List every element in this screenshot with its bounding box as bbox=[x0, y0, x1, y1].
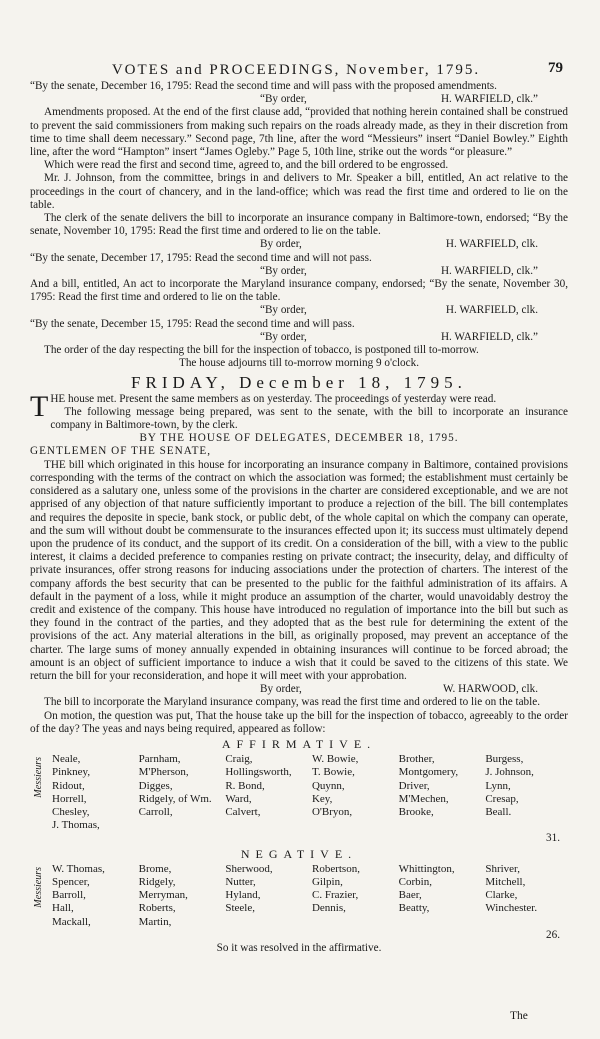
signature-by: “By order, bbox=[260, 93, 307, 106]
member-name: Digges, bbox=[138, 779, 173, 792]
running-head: VOTES and PROCEEDINGS, November, 1795. bbox=[111, 62, 481, 78]
member-name: T. Bowie, bbox=[311, 766, 355, 779]
paragraph: Amendments proposed. At the end of the first clause add, “provided that nothing herein contained shall be construed to prevent the said commissioners from making such repairs on the roads already made, as they in their discretion from time to time shall deem necessary.” Second page, 7th line, after the word “Messieurs” insert “Daniel Bowley.” Eighth line, after the word “Hampton” insert “James Ogleby.” Page 5, 10th line, strike out the words “or pleasure.” bbox=[30, 106, 568, 159]
day-heading: FRIDAY, December 18, 1795. bbox=[131, 373, 467, 393]
member-name: J. Thomas, bbox=[52, 819, 100, 832]
paragraph: The bill to incorporate the Maryland insurance company, was read the first time and ordered to lie on the table. bbox=[44, 696, 541, 709]
messieurs-label: Messieurs bbox=[33, 866, 44, 908]
member-name: Ridgely, of Wm. bbox=[138, 792, 212, 805]
member-name: Robertson, bbox=[311, 862, 360, 875]
member-name: Roberts, bbox=[138, 902, 176, 915]
signature-by: By order, bbox=[260, 683, 302, 696]
negative-total: 26. bbox=[546, 928, 560, 941]
member-name: Beall. bbox=[485, 805, 512, 818]
body-text bbox=[30, 80, 568, 955]
signature bbox=[30, 238, 568, 251]
member-name: Calvert, bbox=[225, 805, 261, 818]
member-name: Nutter, bbox=[225, 875, 256, 888]
signature-by: “By order, bbox=[260, 330, 307, 343]
member-name: Quynn, bbox=[311, 779, 345, 792]
member-name: Montgomery, bbox=[398, 766, 459, 779]
signature-name: H. WARFIELD, clk.” bbox=[440, 330, 538, 343]
signature-by: By order, bbox=[260, 238, 302, 251]
paragraph: The house adjourns till to-morrow morning 9 o'clock. bbox=[178, 357, 420, 370]
member-name: Martin, bbox=[138, 915, 172, 928]
member-name bbox=[225, 819, 308, 832]
paragraph: The clerk of the senate delivers the bill to incorporate an insurance company in Baltimore-town, endorsed; “By the senate, November 10, 1795: Read the first time and ordered to lie on the table. bbox=[30, 212, 568, 238]
member-name: Ward, bbox=[225, 792, 252, 805]
paragraph: “By the senate, December 15, 1795: Read the second time and will pass. bbox=[30, 317, 355, 330]
paragraph: “By the senate, December 17, 1795: Read the second time and will not pass. bbox=[30, 251, 372, 264]
signature bbox=[30, 331, 568, 344]
member-name: W. Thomas, bbox=[52, 862, 105, 875]
negative-heading: NEGATIVE. bbox=[240, 846, 358, 861]
member-name: M'Mechen, bbox=[398, 792, 449, 805]
member-name bbox=[485, 819, 568, 832]
signature bbox=[30, 265, 568, 278]
page-number: 79 bbox=[548, 60, 563, 76]
member-name: Carroll, bbox=[138, 805, 173, 818]
paragraph: Which were read the first and second time, agreed to, and the bill ordered to be engrossed. bbox=[44, 159, 449, 172]
member-name bbox=[312, 819, 395, 832]
member-name: Dennis, bbox=[311, 902, 346, 915]
member-name: Shriver, bbox=[485, 862, 521, 875]
member-name: Hollingsworth, bbox=[225, 766, 292, 779]
member-name: Craig, bbox=[225, 753, 253, 766]
member-name: Brooke, bbox=[398, 805, 434, 818]
member-name: Winchester. bbox=[485, 902, 538, 915]
member-name: Pinkney, bbox=[52, 766, 91, 779]
paragraph: And a bill, entitled, An act to incorporate the Maryland insurance company, endorsed; “By the senate, November 30, 1795: Read the first time and ordered to lie on the table. bbox=[30, 278, 568, 304]
member-name: C. Frazier, bbox=[311, 889, 359, 902]
paragraph: The following message being prepared, was sent to the senate, with the bill to incorporate an insurance company in Baltimore-town, by the clerk. bbox=[50, 405, 568, 432]
member-name: Brother, bbox=[398, 753, 435, 766]
signature-name: H. WARFIELD, clk. bbox=[445, 238, 538, 251]
member-name: Ridout, bbox=[52, 779, 85, 792]
member-name: Ridgely, bbox=[138, 875, 176, 888]
signature bbox=[30, 304, 568, 317]
member-name bbox=[399, 819, 482, 832]
resolution: So it was resolved in the affirmative. bbox=[216, 942, 382, 954]
paragraph-text: HE house met. Present the same members as on yesterday. The proceedings of yesterday were read. bbox=[50, 392, 497, 405]
paragraph: The order of the day respecting the bill for the inspection of tobacco, is postponed till to-morrow. bbox=[44, 344, 479, 357]
member-name bbox=[312, 916, 395, 929]
paragraph: Mr. J. Johnson, from the committee, brings in and delivers to Mr. Speaker a bill, entitled, An act relative to the proceedings in the court of chancery, and in the land-office; which was read the first time and ordered to lie on the table. bbox=[30, 172, 568, 211]
signature-by: “By order, bbox=[260, 304, 307, 317]
member-name: W. Bowie, bbox=[311, 753, 359, 766]
signature-name: H. WARFIELD, clk.” bbox=[440, 93, 538, 106]
member-name: R. Bond, bbox=[225, 779, 265, 792]
member-name: Clarke, bbox=[485, 889, 518, 902]
negative-list bbox=[30, 863, 568, 929]
affirmative-list bbox=[30, 753, 568, 832]
member-name: Brome, bbox=[138, 862, 172, 875]
member-name bbox=[139, 819, 222, 832]
catchword: The bbox=[510, 1010, 528, 1022]
message-body: THE bill which originated in this house for incorporating an insurance company in Baltimore, contained provisions corresponding with the terms of the contract on which the association was formed; the establishment must certainly be considered as a salutary one, unless some of the provisions in the charter are considered exceptionable, and we are not apprised of any objection of that nature sufficiently important to produce a rejection of the bill. The bill contemplates and requires the deposite in specie, bank stock, or public debt, of the whole capital on which the company can operate, and the sum will without doubt be commensurate to the insurances effected upon it; its success must ultimately depend upon the prudence of its conduct, and the support of its credit. On a consideration of the bill, with a view to the public interest, it claims a decided preference to companies resting on private contract; the insecurity, delay, and difficulty of private insurances, offer strong reasons for inducing associations under the protection of charters. The interest of the company affords the best security that can be presented to the public for the faithful administration of its affairs. A default in the payment of a loss, while it might produce an assumption of the charter, would unavoidably destroy the credit and existence of the company. This house have introduced no regulation of importance into the bill but such as they found in the contract of the parties, and they adopted that as the best rule for determining the extent of the provisions of the act. Any material alterations in the bill, as originally proposed, may prevent an acceptance of the charter. The large sums of money annually expended in obtaining insurances will continue to be forced abroad; the amount is an object of sufficient importance to induce a wish that it could be saved to the citizens of this state. We return the bill for your reconsideration, and hope it will meet with your approbation. bbox=[30, 458, 568, 682]
member-name: Sherwood, bbox=[225, 862, 273, 875]
member-name: Whittington, bbox=[398, 862, 455, 875]
affirmative-total: 31. bbox=[546, 832, 560, 845]
paragraph: “By the senate, December 16, 1795: Read the second time and will pass with the proposed amendments. bbox=[30, 80, 497, 92]
member-name: Chesley, bbox=[52, 805, 90, 818]
signature bbox=[30, 683, 568, 696]
member-name: Lynn, bbox=[485, 779, 511, 792]
member-name: M'Pherson, bbox=[138, 766, 189, 779]
member-name bbox=[399, 916, 482, 929]
member-name: Mitchell, bbox=[485, 875, 526, 888]
affirmative-heading: AFFIRMATIVE. bbox=[221, 736, 377, 751]
member-name: Mackall, bbox=[52, 915, 91, 928]
signature-name: H. WARFIELD, clk.” bbox=[440, 264, 538, 277]
signature-name: H. WARFIELD, clk. bbox=[445, 304, 538, 317]
member-name: Spencer, bbox=[52, 875, 90, 888]
member-name bbox=[225, 916, 308, 929]
member-name: Steele, bbox=[225, 902, 255, 915]
signature-name: W. HARWOOD, clk. bbox=[443, 683, 538, 696]
member-name: Beatty, bbox=[398, 902, 430, 915]
member-name: O'Bryon, bbox=[311, 805, 353, 818]
salutation: GENTLEMEN OF THE SENATE, bbox=[30, 445, 212, 458]
member-name: Driver, bbox=[398, 779, 430, 792]
paragraph: On motion, the question was put, That the house take up the bill for the inspection of tobacco, agreeably to the order of the day? The yeas and nays being required, appeared as follow: bbox=[30, 709, 568, 735]
member-name: Corbin, bbox=[398, 875, 432, 888]
member-name: Key, bbox=[311, 792, 333, 805]
member-name: Hall, bbox=[52, 902, 74, 915]
drop-cap: T bbox=[30, 389, 49, 423]
member-name: Gilpin, bbox=[311, 875, 343, 888]
member-name: J. Johnson, bbox=[485, 766, 534, 779]
messieurs-label: Messieurs bbox=[33, 757, 44, 798]
member-name bbox=[485, 916, 568, 929]
signature bbox=[30, 93, 568, 106]
member-name: Burgess, bbox=[485, 753, 524, 766]
member-name: Hyland, bbox=[225, 889, 261, 902]
member-name: Barroll, bbox=[52, 889, 86, 902]
member-name: Parnham, bbox=[138, 753, 181, 766]
member-name: Baer, bbox=[398, 889, 422, 902]
member-name: Cresap, bbox=[485, 792, 519, 805]
signature-by: “By order, bbox=[260, 264, 307, 277]
message-heading: BY THE HOUSE OF DELEGATES, DECEMBER 18, 1795. bbox=[139, 432, 459, 445]
member-name: Horrell, bbox=[52, 792, 87, 805]
member-name: Merryman, bbox=[138, 889, 188, 902]
member-name: Neale, bbox=[52, 753, 81, 766]
